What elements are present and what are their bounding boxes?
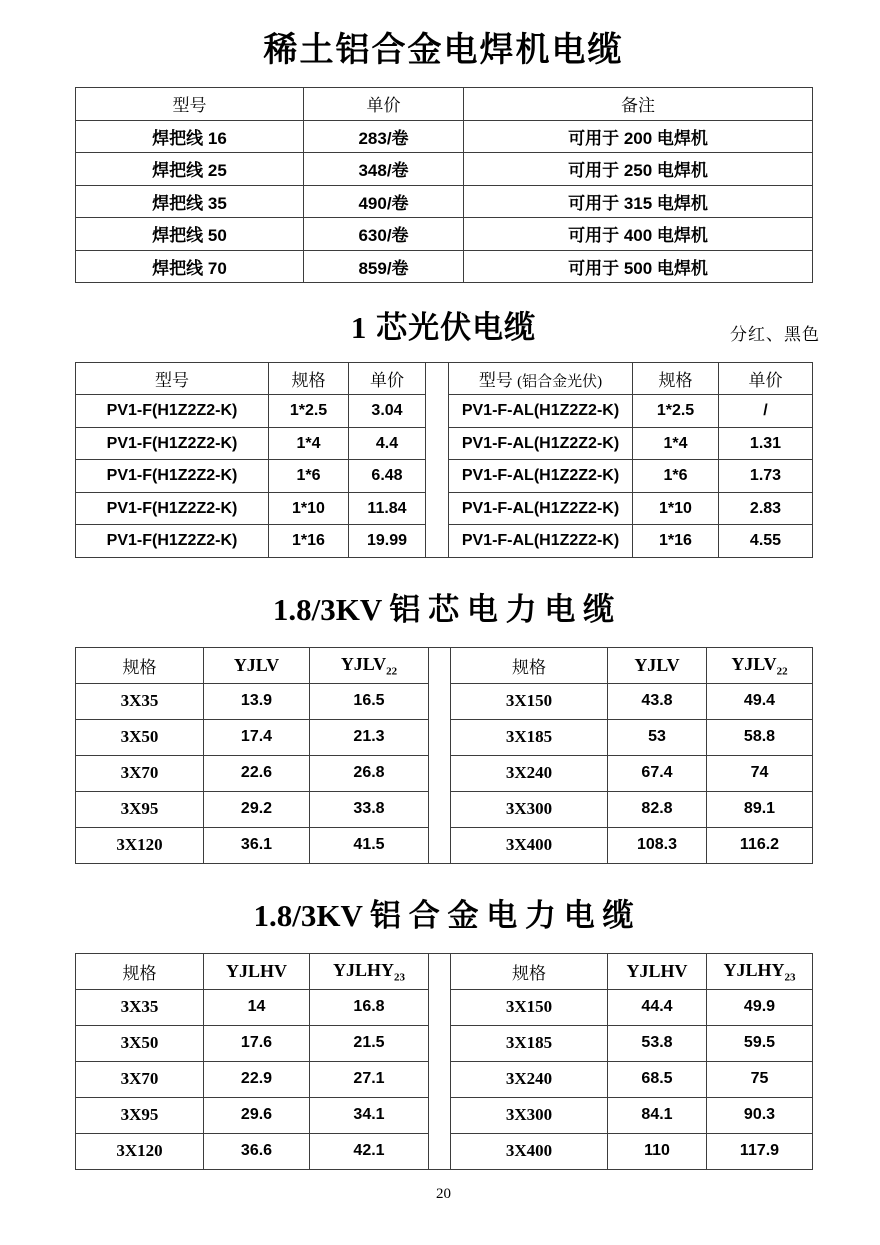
- pv-cable-table: [75, 362, 813, 558]
- table-cell: 1*16: [633, 525, 719, 558]
- table-cell: 3X185: [451, 719, 608, 755]
- table-row: [76, 250, 813, 283]
- table-row: [76, 153, 813, 186]
- table-cell: 89.1: [707, 791, 813, 827]
- table-header-row: [76, 647, 813, 683]
- table-cell: 焊把线 35: [76, 185, 304, 218]
- price-list-page: [75, 0, 820, 1203]
- table-cell: 3X240: [451, 755, 608, 791]
- table-cell: 4.4: [349, 427, 426, 460]
- header-text: YJLHY: [723, 959, 785, 980]
- table-cell: 1*2.5: [633, 395, 719, 428]
- table-cell: 348/卷: [304, 153, 464, 186]
- table-cell: 26.8: [310, 755, 429, 791]
- table-cell: 11.84: [349, 492, 426, 525]
- table-cell: 3X95: [76, 791, 204, 827]
- table-cell: 可用于 315 电焊机: [464, 185, 813, 218]
- table-cell: 3X50: [76, 719, 204, 755]
- table-header-row: [76, 362, 813, 395]
- table-cell: 3X120: [76, 1133, 204, 1169]
- table-cell: 焊把线 16: [76, 120, 304, 153]
- column-header-yjlhy23: [707, 953, 813, 989]
- table-cell: 29.6: [204, 1097, 310, 1133]
- header-text: YJLV: [233, 654, 280, 675]
- table-cell: 84.1: [608, 1097, 707, 1133]
- welding-cable-table: [75, 87, 813, 283]
- table-cell: PV1-F-AL(H1Z2Z2-K): [449, 492, 633, 525]
- table-cell: 16.5: [310, 683, 429, 719]
- table-cell: 82.8: [608, 791, 707, 827]
- table-cell: 3X70: [76, 1061, 204, 1097]
- table-cell: 22.6: [204, 755, 310, 791]
- table-cell: 17.4: [204, 719, 310, 755]
- table-cell: 1*4: [269, 427, 349, 460]
- table-cell: 1*4: [633, 427, 719, 460]
- table-cell: 59.5: [707, 1025, 813, 1061]
- table-cell: 3X150: [451, 989, 608, 1025]
- column-header-price: 单价: [304, 88, 464, 121]
- table-cell: 58.8: [707, 719, 813, 755]
- table-cell: 3X185: [451, 1025, 608, 1061]
- table-cell: PV1-F(H1Z2Z2-K): [76, 427, 269, 460]
- table-cell: 117.9: [707, 1133, 813, 1169]
- section3-title: 1.8/3KV 铝 芯 电 力 电 缆: [272, 591, 615, 627]
- table-divider-gap: [426, 362, 449, 557]
- table-cell: 1*10: [269, 492, 349, 525]
- table-cell: 3X300: [451, 1097, 608, 1133]
- table-cell: PV1-F-AL(H1Z2Z2-K): [449, 525, 633, 558]
- column-header-price: 单价: [349, 362, 426, 395]
- column-header-price: 单价: [719, 362, 813, 395]
- table-cell: 1.73: [719, 460, 813, 493]
- table-cell: 33.8: [310, 791, 429, 827]
- table-cell: 49.4: [707, 683, 813, 719]
- table-cell: 14: [204, 989, 310, 1025]
- table-row: [76, 218, 813, 251]
- table-cell: 19.99: [349, 525, 426, 558]
- column-header-spec: 规格: [451, 953, 608, 989]
- table-cell: 859/卷: [304, 250, 464, 283]
- header-subscript: 22: [776, 664, 788, 677]
- table-cell: 3X35: [76, 683, 204, 719]
- header-text: YJLHY: [332, 959, 394, 980]
- column-header-model: 型号: [76, 362, 269, 395]
- column-header-model: 型号: [76, 88, 304, 121]
- table-cell: 可用于 200 电焊机: [464, 120, 813, 153]
- table-cell: 44.4: [608, 989, 707, 1025]
- table-cell: 43.8: [608, 683, 707, 719]
- table-cell: 630/卷: [304, 218, 464, 251]
- section1-title: 稀土铝合金电焊机电缆: [263, 32, 624, 69]
- table-cell: 焊把线 50: [76, 218, 304, 251]
- header-text: YJLV: [731, 653, 777, 674]
- table-cell: 22.9: [204, 1061, 310, 1097]
- table-cell: 3.04: [349, 395, 426, 428]
- table-cell: 283/卷: [304, 120, 464, 153]
- table-cell: 36.6: [204, 1133, 310, 1169]
- table-cell: PV1-F-AL(H1Z2Z2-K): [449, 427, 633, 460]
- table-cell: PV1-F(H1Z2Z2-K): [76, 525, 269, 558]
- table-cell: 焊把线 70: [76, 250, 304, 283]
- table-cell: 3X240: [451, 1061, 608, 1097]
- table-cell: 17.6: [204, 1025, 310, 1061]
- table-cell: 6.48: [349, 460, 426, 493]
- table-divider-gap: [429, 647, 451, 863]
- table-cell: 53.8: [608, 1025, 707, 1061]
- header-text: YJLV: [340, 653, 387, 674]
- table-cell: 53: [608, 719, 707, 755]
- table-cell: 1*16: [269, 525, 349, 558]
- table-cell: 焊把线 25: [76, 153, 304, 186]
- column-header-yjlhv: [608, 953, 707, 989]
- header-subscript: 23: [394, 970, 405, 983]
- table-cell: 4.55: [719, 525, 813, 558]
- table-cell: 49.9: [707, 989, 813, 1025]
- column-header-yjlhv: [204, 953, 310, 989]
- table-cell: 108.3: [608, 827, 707, 863]
- table-cell: 116.2: [707, 827, 813, 863]
- table-cell: 36.1: [204, 827, 310, 863]
- column-header-yjlv22: [310, 647, 429, 683]
- table-cell: PV1-F-AL(H1Z2Z2-K): [449, 395, 633, 428]
- table-divider-gap: [429, 953, 451, 1169]
- column-header-yjlhy23: [310, 953, 429, 989]
- table-cell: 1*6: [633, 460, 719, 493]
- column-header-remark: 备注: [464, 88, 813, 121]
- table-cell: 90.3: [707, 1097, 813, 1133]
- header-text: 型号: [478, 371, 513, 391]
- column-header-spec: 规格: [451, 647, 608, 683]
- table-cell: PV1-F-AL(H1Z2Z2-K): [449, 460, 633, 493]
- header-text: YJLHV: [626, 960, 688, 981]
- column-header-yjlv: [204, 647, 310, 683]
- table-cell: 2.83: [719, 492, 813, 525]
- section2-title: 1 芯光伏电缆: [350, 309, 537, 345]
- table-cell: 75: [707, 1061, 813, 1097]
- aluminum-alloy-power-cable-table: [75, 953, 813, 1170]
- section2-title-row: [75, 304, 820, 352]
- table-cell: 42.1: [310, 1133, 429, 1169]
- table-row: [76, 185, 813, 218]
- table-cell: 41.5: [310, 827, 429, 863]
- column-header-spec: 规格: [76, 953, 204, 989]
- table-header-row: [76, 88, 813, 121]
- column-header-spec: 规格: [76, 647, 204, 683]
- table-cell: 3X95: [76, 1097, 204, 1133]
- table-cell: 3X400: [451, 1133, 608, 1169]
- aluminum-core-power-cable-table: [75, 647, 813, 864]
- page-number: 20: [436, 1185, 451, 1202]
- table-cell: 1*2.5: [269, 395, 349, 428]
- table-cell: 1.31: [719, 427, 813, 460]
- table-cell: 34.1: [310, 1097, 429, 1133]
- table-row: [76, 120, 813, 153]
- column-header-yjlv: [608, 647, 707, 683]
- table-cell: 16.8: [310, 989, 429, 1025]
- table-cell: PV1-F(H1Z2Z2-K): [76, 395, 269, 428]
- table-cell: 74: [707, 755, 813, 791]
- table-header-row: [76, 953, 813, 989]
- table-cell: 可用于 250 电焊机: [464, 153, 813, 186]
- table-cell: 3X300: [451, 791, 608, 827]
- table-cell: 21.3: [310, 719, 429, 755]
- header-subscript: 23: [784, 970, 796, 983]
- header-text: YJLV: [634, 654, 680, 675]
- table-cell: 3X70: [76, 755, 204, 791]
- column-header-spec: 规格: [633, 362, 719, 395]
- table-cell: 1*10: [633, 492, 719, 525]
- table-cell: 21.5: [310, 1025, 429, 1061]
- color-note: 分红、黑色: [730, 324, 820, 344]
- table-cell: 68.5: [608, 1061, 707, 1097]
- column-header-spec: 规格: [269, 362, 349, 395]
- table-cell: 可用于 400 电焊机: [464, 218, 813, 251]
- table-cell: 3X400: [451, 827, 608, 863]
- table-cell: 3X35: [76, 989, 204, 1025]
- header-subscript: 22: [386, 664, 398, 677]
- table-cell: 可用于 500 电焊机: [464, 250, 813, 283]
- column-header-model-al: [449, 362, 633, 395]
- table-cell: 110: [608, 1133, 707, 1169]
- header-note: (铝合金光伏): [517, 374, 603, 391]
- table-cell: 3X50: [76, 1025, 204, 1061]
- table-cell: 490/卷: [304, 185, 464, 218]
- table-cell: PV1-F(H1Z2Z2-K): [76, 492, 269, 525]
- table-cell: 13.9: [204, 683, 310, 719]
- table-cell: 27.1: [310, 1061, 429, 1097]
- table-cell: 3X120: [76, 827, 204, 863]
- table-cell: /: [719, 395, 813, 428]
- table-cell: 3X150: [451, 683, 608, 719]
- table-cell: 29.2: [204, 791, 310, 827]
- table-cell: PV1-F(H1Z2Z2-K): [76, 460, 269, 493]
- header-text: YJLHV: [225, 960, 287, 981]
- table-cell: 67.4: [608, 755, 707, 791]
- column-header-yjlv22: [707, 647, 813, 683]
- table-cell: 1*6: [269, 460, 349, 493]
- section4-title: 1.8/3KV 铝 合 金 电 力 电 缆: [253, 897, 634, 933]
